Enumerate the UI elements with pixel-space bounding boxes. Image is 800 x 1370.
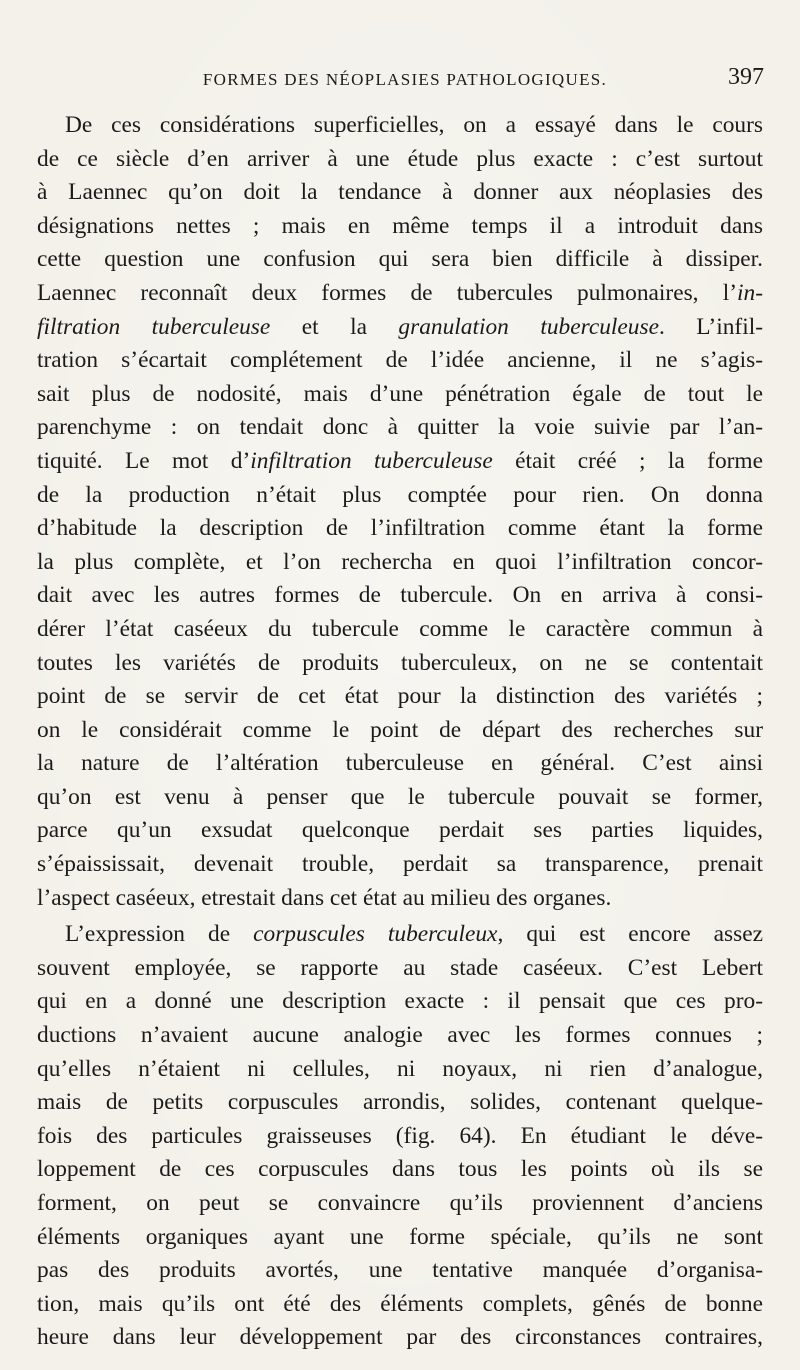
text-line: De ces considérations superficielles, on a essayé dans le cours	[65, 112, 763, 138]
text-line: de ce siècle d’en arriver à une étude plus exacte : c’est surtout	[37, 145, 763, 172]
text-line: point de se servir de cet état pour la distinction des variétés ;	[37, 683, 763, 710]
text-line: désignations nettes ; mais en même temps il a introduit dans	[37, 212, 763, 239]
text-line: parce qu’un exsudat quelconque perdait ses parties liquides,	[37, 817, 763, 844]
text-line: de la production n’était plus comptée pour rien. On donna	[37, 481, 763, 508]
text-line: l’aspect caséeux, etrestait dans cet état au milieu des organes.	[37, 884, 612, 911]
text-line: la nature de l’altération tuberculeuse en général. C’est ainsi	[37, 750, 763, 777]
text-line: dait avec les autres formes de tubercule. On en arriva à consi-	[37, 582, 763, 609]
text-line: fois des particules graisseuses (fig. 64). En étudiant le déve-	[37, 1122, 763, 1149]
text-line: ductions n’avaient aucune analogie avec les formes connues ;	[37, 1022, 763, 1049]
text-line: heure dans leur développement par des circonstances contraires,	[37, 1324, 763, 1351]
page-header	[40, 64, 770, 96]
text-line: pas des produits avortés, une tentative manquée d’organisa-	[37, 1257, 763, 1284]
text-line: souvent employée, se rapporte au stade caséeux. C’est Lebert	[37, 954, 763, 981]
text-line: on le considérait comme le point de départ des recherches sur	[37, 716, 763, 743]
text-line: la plus complète, et l’on rechercha en quoi l’infiltration concor-	[37, 548, 763, 575]
text-line: tiquité. Le mot d’infiltration tuberculeuse était créé ; la forme	[37, 447, 764, 474]
text-line: d’habitude la description de l’infiltration comme étant la forme	[37, 515, 763, 542]
text-line: Laennec reconnaît deux formes de tubercules pulmonaires, l’in-	[37, 279, 763, 306]
text-line: qu’elles n’étaient ni cellules, ni noyaux, ni rien d’analogue,	[37, 1055, 763, 1082]
text-line: toutes les variétés de produits tuberculeux, on ne se contentait	[37, 649, 763, 676]
text-line: parenchyme : on tendait donc à quitter la voie suivie par l’an-	[37, 414, 763, 441]
page-number: 397	[728, 64, 764, 90]
text-line: filtration tuberculeuse et la granulation tuberculeuse. L’infil-	[37, 313, 763, 340]
text-line: à Laennec qu’on doit la tendance à donner aux néoplasies des	[37, 179, 763, 206]
text-line: sait plus de nodosité, mais d’une pénétration égale de tout le	[37, 380, 763, 407]
text-line: dérer l’état caséeux du tubercule comme le caractère commun à	[37, 615, 763, 642]
text-line: forment, on peut se convaincre qu’ils proviennent d’anciens	[37, 1190, 763, 1216]
text-line: tration s’écartait complétement de l’idée ancienne, il ne s’agis-	[37, 347, 763, 374]
text-line: qu’on est venu à penser que le tubercule pouvait se former,	[37, 783, 763, 810]
running-title: FORMES DES NÉOPLASIES PATHOLOGIQUES.	[202, 70, 608, 89]
text-line: qui en a donné une description exacte : il pensait que ces pro-	[37, 988, 763, 1015]
text-line: éléments organiques ayant une forme spéciale, qu’ils ne sont	[37, 1223, 763, 1250]
text-line: loppement de ces corpuscules dans tous les points où ils se	[37, 1156, 763, 1183]
text-line: mais de petits corpuscules arrondis, solides, contenant quelque-	[37, 1089, 763, 1116]
body-text	[37, 109, 763, 1355]
text-line: L’expression de corpuscules tuberculeux, qui est encore assez	[65, 921, 763, 948]
text-line: tion, mais qu’ils ont été des éléments complets, gênés de bonne	[37, 1290, 763, 1317]
text-line: s’épaississait, devenait trouble, perdait sa transparence, prenait	[37, 851, 763, 878]
text-line: cette question une confusion qui sera bien difficile à dissiper.	[37, 246, 763, 273]
